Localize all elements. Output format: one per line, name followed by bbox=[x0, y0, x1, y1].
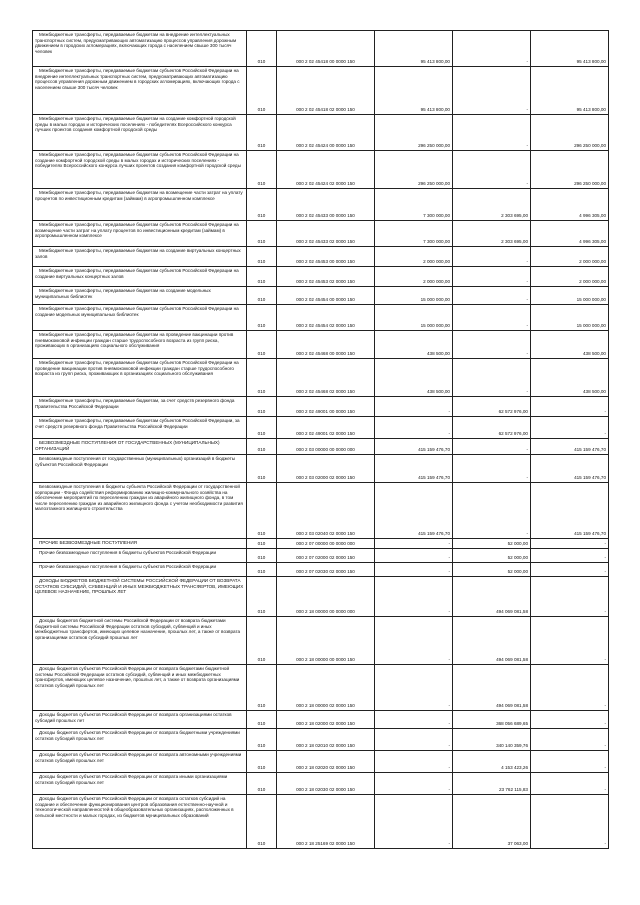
approved-amount-cell: - bbox=[375, 665, 453, 711]
remaining-amount-cell: - bbox=[531, 577, 609, 617]
table-row bbox=[33, 563, 609, 577]
table-row bbox=[33, 751, 609, 773]
budget-code-cell: 000 2 18 00000 00 0000 150 bbox=[277, 617, 375, 665]
table-row bbox=[33, 287, 609, 305]
remaining-amount-cell: - bbox=[531, 751, 609, 773]
revenue-name-cell: Безвозмездные поступления в бюджеты субъекта Российской Федерации от государственной корпорации - Фонда содействия реформированию жилищно-коммунального хозяйства на обеспечение мероприятий по переселению граждан из аварийного жилищного фонда, в том числе переселению граждан из аварийного жилищного фонда с учетом необходимости развития малоэтажного жилищного строительства bbox=[33, 483, 247, 539]
remaining-amount-cell: - bbox=[531, 397, 609, 417]
row-code-cell: 010 bbox=[247, 795, 277, 849]
row-code-cell: 010 bbox=[247, 711, 277, 729]
table-row bbox=[33, 795, 609, 849]
approved-amount-cell: - bbox=[375, 577, 453, 617]
remaining-amount-cell: 15 000 000,00 bbox=[531, 287, 609, 305]
remaining-amount-cell: 15 000 000,00 bbox=[531, 305, 609, 331]
revenue-name-cell: Межбюджетные трансферты, передаваемые бюджетам субъектов Российской Федерации на проведение вакцинации против пневмококковой инфекции граждан старше трудоспособного возраста из групп риска, проживающих в организациях социального обслуживания bbox=[33, 359, 247, 397]
remaining-amount-cell: - bbox=[531, 417, 609, 439]
row-code-cell: 010 bbox=[247, 773, 277, 795]
revenue-name-cell: Доходы бюджетов субъектов Российской Федерации от возврата автономными учреждениями остатков субсидий прошлых лет bbox=[33, 751, 247, 773]
revenue-name-cell: ПРОЧИЕ БЕЗВОЗМЕЗДНЫЕ ПОСТУПЛЕНИЯ bbox=[33, 539, 247, 549]
executed-amount-cell: 4 153 423,26 bbox=[453, 751, 531, 773]
table-row bbox=[33, 455, 609, 483]
table-row bbox=[33, 31, 609, 67]
revenue-name-cell: Прочие безвозмездные поступления в бюджеты субъектов Российской Федерации bbox=[33, 563, 247, 577]
table-row bbox=[33, 151, 609, 189]
remaining-amount-cell: 4 996 305,00 bbox=[531, 221, 609, 247]
revenue-name-cell: Прочие безвозмездные поступления в бюджеты субъектов Российской Федерации bbox=[33, 549, 247, 563]
revenue-name-cell: ДОХОДЫ БЮДЖЕТОВ БЮДЖЕТНОЙ СИСТЕМЫ РОССИЙСКОЙ ФЕДЕРАЦИИ ОТ ВОЗВРАТА ОСТАТКОВ СУБСИДИЙ, СУБВЕНЦИЙ И ИНЫХ МЕЖБЮДЖЕТНЫХ ТРАНСФЕРТОВ, ИМЕЮЩИХ ЦЕЛЕВОЕ НАЗНАЧЕНИЕ, ПРОШЛЫХ ЛЕТ bbox=[33, 577, 247, 617]
budget-code-cell: 000 2 02 49001 00 0000 150 bbox=[277, 397, 375, 417]
executed-amount-cell: - bbox=[453, 439, 531, 455]
table-row bbox=[33, 439, 609, 455]
executed-amount-cell: 494 069 081,58 bbox=[453, 665, 531, 711]
remaining-amount-cell: - bbox=[531, 795, 609, 849]
revenue-name-cell: Межбюджетные трансферты, передаваемые бюджетам, за счет средств резервного фонда Правительства Российской Федерации bbox=[33, 397, 247, 417]
executed-amount-cell: - bbox=[453, 31, 531, 67]
approved-amount-cell: 95 413 800,00 bbox=[375, 31, 453, 67]
approved-amount-cell: - bbox=[375, 751, 453, 773]
row-code-cell: 010 bbox=[247, 483, 277, 539]
row-code-cell: 010 bbox=[247, 221, 277, 247]
remaining-amount-cell: 415 159 476,70 bbox=[531, 455, 609, 483]
remaining-amount-cell: 296 250 000,00 bbox=[531, 115, 609, 151]
revenue-name-cell: Доходы бюджетов субъектов Российской Федерации от возврата организациями остатков субсидий прошлых лет bbox=[33, 711, 247, 729]
approved-amount-cell: - bbox=[375, 549, 453, 563]
row-code-cell: 010 bbox=[247, 31, 277, 67]
budget-code-cell: 000 2 18 25169 02 0000 150 bbox=[277, 795, 375, 849]
table-row bbox=[33, 577, 609, 617]
executed-amount-cell: - bbox=[453, 483, 531, 539]
executed-amount-cell: 62 572 976,00 bbox=[453, 417, 531, 439]
budget-code-cell: 000 2 02 45424 02 0000 150 bbox=[277, 151, 375, 189]
table-row bbox=[33, 247, 609, 267]
revenue-name-cell: Межбюджетные трансферты, передаваемые бюджетам субъектов Российской Федерации, за счет средств резервного фонда Правительства Российской Федерации bbox=[33, 417, 247, 439]
table-row bbox=[33, 617, 609, 665]
row-code-cell: 010 bbox=[247, 247, 277, 267]
budget-code-cell: 000 2 02 45454 00 0000 150 bbox=[277, 287, 375, 305]
revenue-name-cell: Межбюджетные трансферты, передаваемые бюджетам субъектов Российской Федерации на создание комфортной городской среды в малых городах и исторических поселениях - победителях Всероссийского конкурса лучших проектов создания комфортной городской среды bbox=[33, 151, 247, 189]
revenue-name-cell: Безвозмездные поступления от государственных (муниципальных) организаций в бюджеты субъектов Российской Федерации bbox=[33, 455, 247, 483]
row-code-cell: 010 bbox=[247, 563, 277, 577]
row-code-cell: 010 bbox=[247, 751, 277, 773]
remaining-amount-cell: 4 996 305,00 bbox=[531, 189, 609, 221]
row-code-cell: 010 bbox=[247, 267, 277, 287]
remaining-amount-cell: 438 500,00 bbox=[531, 331, 609, 359]
revenue-name-cell: Межбюджетные трансферты, передаваемые бюджетам на возмещение части затрат на уплату процентов по инвестиционным кредитам (займам) в агропромышленном комплексе bbox=[33, 189, 247, 221]
row-code-cell: 010 bbox=[247, 617, 277, 665]
budget-code-cell: 000 2 02 45433 00 0000 150 bbox=[277, 189, 375, 221]
revenue-name-cell: Доходы бюджетов субъектов Российской Федерации от возврата остатков субсидий на создание и обеспечение функционирования центров образования естественно-научной и технологической направленностей в общеобразовательных организациях, расположенных в сельской местности и малых городах, из бюджетов муниципальных образований bbox=[33, 795, 247, 849]
executed-amount-cell: - bbox=[453, 359, 531, 397]
approved-amount-cell: 415 159 476,70 bbox=[375, 455, 453, 483]
approved-amount-cell: 438 500,00 bbox=[375, 331, 453, 359]
executed-amount-cell: 340 140 359,76 bbox=[453, 729, 531, 751]
remaining-amount-cell: - bbox=[531, 665, 609, 711]
approved-amount-cell: 296 250 000,00 bbox=[375, 115, 453, 151]
row-code-cell: 010 bbox=[247, 549, 277, 563]
executed-amount-cell: - bbox=[453, 287, 531, 305]
revenue-name-cell: Межбюджетные трансферты, передаваемые бюджетам на создание комфортной городской среды в малых городах и исторических поселениях - победителях Всероссийского конкурса лучших проектов создания комфортной городской среды bbox=[33, 115, 247, 151]
remaining-amount-cell: 415 159 476,70 bbox=[531, 439, 609, 455]
table-row bbox=[33, 331, 609, 359]
remaining-amount-cell: - bbox=[531, 549, 609, 563]
remaining-amount-cell: 415 159 476,70 bbox=[531, 483, 609, 539]
approved-amount-cell: 438 500,00 bbox=[375, 359, 453, 397]
budget-code-cell: 000 2 02 45418 00 0000 150 bbox=[277, 31, 375, 67]
budget-code-cell: 000 2 02 49001 02 0000 150 bbox=[277, 417, 375, 439]
remaining-amount-cell: - bbox=[531, 773, 609, 795]
approved-amount-cell: 15 000 000,00 bbox=[375, 287, 453, 305]
executed-amount-cell: 2 303 695,00 bbox=[453, 221, 531, 247]
budget-code-cell: 000 2 18 00000 00 0000 000 bbox=[277, 577, 375, 617]
row-code-cell: 010 bbox=[247, 539, 277, 549]
budget-code-cell: 000 2 18 02030 02 0000 150 bbox=[277, 773, 375, 795]
remaining-amount-cell: 296 250 000,00 bbox=[531, 151, 609, 189]
row-code-cell: 010 bbox=[247, 455, 277, 483]
row-code-cell: 010 bbox=[247, 331, 277, 359]
budget-code-cell: 000 2 03 00000 00 0000 000 bbox=[277, 439, 375, 455]
executed-amount-cell: - bbox=[453, 151, 531, 189]
approved-amount-cell: - bbox=[375, 773, 453, 795]
row-code-cell: 010 bbox=[247, 397, 277, 417]
approved-amount-cell: 7 300 000,00 bbox=[375, 189, 453, 221]
revenue-name-cell: Доходы бюджетов бюджетной системы Российской Федерации от возврата бюджетами бюджетной системы Российской Федерации остатков субсидий, субвенций и иных межбюджетных трансфертов, имеющих целевое назначение, прошлых лет, а также от возврата организациями остатков субсидий прошлых лет bbox=[33, 617, 247, 665]
table-row bbox=[33, 549, 609, 563]
table-row bbox=[33, 115, 609, 151]
remaining-amount-cell: - bbox=[531, 711, 609, 729]
approved-amount-cell: - bbox=[375, 397, 453, 417]
approved-amount-cell: - bbox=[375, 729, 453, 751]
budget-code-cell: 000 2 02 45424 00 0000 150 bbox=[277, 115, 375, 151]
remaining-amount-cell: 2 000 000,00 bbox=[531, 247, 609, 267]
budget-code-cell: 000 2 02 45418 02 0000 150 bbox=[277, 67, 375, 115]
budget-revenue-table bbox=[32, 30, 609, 849]
revenue-name-cell: Межбюджетные трансферты, передаваемые бюджетам субъектов Российской Федерации на создание модельных муниципальных библиотек bbox=[33, 305, 247, 331]
approved-amount-cell: - bbox=[375, 617, 453, 665]
approved-amount-cell: 2 000 000,00 bbox=[375, 247, 453, 267]
approved-amount-cell: 296 250 000,00 bbox=[375, 151, 453, 189]
remaining-amount-cell: - bbox=[531, 729, 609, 751]
revenue-name-cell: Межбюджетные трансферты, передаваемые бюджетам субъектов Российской Федерации на возмещение части затрат на уплату процентов по инвестиционным кредитам (займам) в агропромышленном комплексе bbox=[33, 221, 247, 247]
executed-amount-cell: 23 762 115,83 bbox=[453, 773, 531, 795]
table-row bbox=[33, 539, 609, 549]
budget-code-cell: 000 2 02 45453 02 0000 150 bbox=[277, 267, 375, 287]
executed-amount-cell: 494 069 081,58 bbox=[453, 617, 531, 665]
table-row bbox=[33, 221, 609, 247]
approved-amount-cell: - bbox=[375, 711, 453, 729]
revenue-name-cell: Межбюджетные трансферты, передаваемые бюджетам на создание виртуальных концертных залов bbox=[33, 247, 247, 267]
table-body bbox=[33, 31, 609, 849]
table-row bbox=[33, 267, 609, 287]
revenue-name-cell: Межбюджетные трансферты, передаваемые бюджетам на проведение вакцинации против пневмококковой инфекции граждан старше трудоспособного возраста из групп риска, проживающих в организациях социального обслуживания bbox=[33, 331, 247, 359]
revenue-name-cell: Доходы бюджетов субъектов Российской Федерации от возврата бюджетными учреждениями остатков субсидий прошлых лет bbox=[33, 729, 247, 751]
budget-code-cell: 000 2 02 45433 02 0000 150 bbox=[277, 221, 375, 247]
remaining-amount-cell: - bbox=[531, 563, 609, 577]
approved-amount-cell: 415 159 476,70 bbox=[375, 439, 453, 455]
budget-code-cell: 000 2 02 45453 00 0000 150 bbox=[277, 247, 375, 267]
row-code-cell: 010 bbox=[247, 305, 277, 331]
approved-amount-cell: - bbox=[375, 563, 453, 577]
budget-code-cell: 000 2 02 45468 00 0000 150 bbox=[277, 331, 375, 359]
approved-amount-cell: 2 000 000,00 bbox=[375, 267, 453, 287]
table-row bbox=[33, 359, 609, 397]
executed-amount-cell: - bbox=[453, 267, 531, 287]
budget-code-cell: 000 2 18 02010 02 0000 150 bbox=[277, 729, 375, 751]
approved-amount-cell: - bbox=[375, 795, 453, 849]
remaining-amount-cell: 95 413 800,00 bbox=[531, 67, 609, 115]
approved-amount-cell: 7 300 000,00 bbox=[375, 221, 453, 247]
executed-amount-cell: - bbox=[453, 67, 531, 115]
table-row bbox=[33, 189, 609, 221]
revenue-name-cell: БЕЗВОЗМЕЗДНЫЕ ПОСТУПЛЕНИЯ ОТ ГОСУДАРСТВЕННЫХ (МУНИЦИПАЛЬНЫХ) ОРГАНИЗАЦИЙ bbox=[33, 439, 247, 455]
table-row bbox=[33, 665, 609, 711]
table-row bbox=[33, 417, 609, 439]
revenue-name-cell: Доходы бюджетов субъектов Российской Федерации от возврата бюджетами бюджетной системы Российской Федерации остатков субсидий, субвенций и иных межбюджетных трансфертов, имеющих целевое назначение, прошлых лет, а также от возврата организациями остатков субсидий прошлых лет bbox=[33, 665, 247, 711]
executed-amount-cell: - bbox=[453, 455, 531, 483]
table-row bbox=[33, 67, 609, 115]
remaining-amount-cell: 95 413 800,00 bbox=[531, 31, 609, 67]
row-code-cell: 010 bbox=[247, 189, 277, 221]
executed-amount-cell: - bbox=[453, 305, 531, 331]
revenue-name-cell: Межбюджетные трансферты, передаваемые бюджетам субъектов Российской Федерации на внедрение интеллектуальных транспортных систем, предусматривающих автоматизацию процессов управления дорожным движением в городских агломерациях, включающих города с населением свыше 300 тысяч человек bbox=[33, 67, 247, 115]
budget-code-cell: 000 2 07 00000 00 0000 000 bbox=[277, 539, 375, 549]
revenue-name-cell: Межбюджетные трансферты, передаваемые бюджетам субъектов Российской Федерации на создание виртуальных концертных залов bbox=[33, 267, 247, 287]
executed-amount-cell: - bbox=[453, 247, 531, 267]
row-code-cell: 010 bbox=[247, 151, 277, 189]
approved-amount-cell: 415 159 476,70 bbox=[375, 483, 453, 539]
remaining-amount-cell: - bbox=[531, 617, 609, 665]
row-code-cell: 010 bbox=[247, 417, 277, 439]
row-code-cell: 010 bbox=[247, 359, 277, 397]
executed-amount-cell: 37 063,00 bbox=[453, 795, 531, 849]
row-code-cell: 010 bbox=[247, 439, 277, 455]
row-code-cell: 010 bbox=[247, 577, 277, 617]
executed-amount-cell: 368 056 689,65 bbox=[453, 711, 531, 729]
remaining-amount-cell: - bbox=[531, 539, 609, 549]
budget-code-cell: 000 2 03 02000 02 0000 150 bbox=[277, 455, 375, 483]
approved-amount-cell: - bbox=[375, 539, 453, 549]
row-code-cell: 010 bbox=[247, 729, 277, 751]
approved-amount-cell: - bbox=[375, 417, 453, 439]
executed-amount-cell: 62 572 976,00 bbox=[453, 397, 531, 417]
approved-amount-cell: 15 000 000,00 bbox=[375, 305, 453, 331]
budget-code-cell: 000 2 02 45454 02 0000 150 bbox=[277, 305, 375, 331]
executed-amount-cell: 52 000,00 bbox=[453, 539, 531, 549]
budget-code-cell: 000 2 07 02000 02 0000 150 bbox=[277, 549, 375, 563]
executed-amount-cell: - bbox=[453, 331, 531, 359]
row-code-cell: 010 bbox=[247, 665, 277, 711]
table-row bbox=[33, 711, 609, 729]
budget-code-cell: 000 2 18 02020 02 0000 150 bbox=[277, 751, 375, 773]
row-code-cell: 010 bbox=[247, 287, 277, 305]
revenue-name-cell: Доходы бюджетов субъектов Российской Федерации от возврата иными организациями остатков субсидий прошлых лет bbox=[33, 773, 247, 795]
remaining-amount-cell: 2 000 000,00 bbox=[531, 267, 609, 287]
table-row bbox=[33, 729, 609, 751]
executed-amount-cell: 494 069 081,58 bbox=[453, 577, 531, 617]
budget-code-cell: 000 2 02 45468 02 0000 150 bbox=[277, 359, 375, 397]
table-row bbox=[33, 773, 609, 795]
budget-code-cell: 000 2 18 02000 02 0000 150 bbox=[277, 711, 375, 729]
executed-amount-cell: 52 000,00 bbox=[453, 549, 531, 563]
remaining-amount-cell: 438 500,00 bbox=[531, 359, 609, 397]
table-row bbox=[33, 305, 609, 331]
executed-amount-cell: 52 000,00 bbox=[453, 563, 531, 577]
report-page bbox=[32, 30, 608, 849]
revenue-name-cell: Межбюджетные трансферты, передаваемые бюджетам на создание модельных муниципальных библиотек bbox=[33, 287, 247, 305]
row-code-cell: 010 bbox=[247, 115, 277, 151]
executed-amount-cell: 2 303 695,00 bbox=[453, 189, 531, 221]
budget-code-cell: 000 2 07 02030 02 0000 150 bbox=[277, 563, 375, 577]
row-code-cell: 010 bbox=[247, 67, 277, 115]
budget-code-cell: 000 2 18 00000 02 0000 150 bbox=[277, 665, 375, 711]
revenue-name-cell: Межбюджетные трансферты, передаваемые бюджетам на внедрение интеллектуальных транспортных систем, предусматривающих автоматизацию процессов управления дорожным движением в городских агломерациях, включающих города с населением свыше 300 тысяч человек bbox=[33, 31, 247, 67]
budget-code-cell: 000 2 03 02040 02 0000 150 bbox=[277, 483, 375, 539]
table-row bbox=[33, 483, 609, 539]
approved-amount-cell: 95 413 800,00 bbox=[375, 67, 453, 115]
executed-amount-cell: - bbox=[453, 115, 531, 151]
table-row bbox=[33, 397, 609, 417]
